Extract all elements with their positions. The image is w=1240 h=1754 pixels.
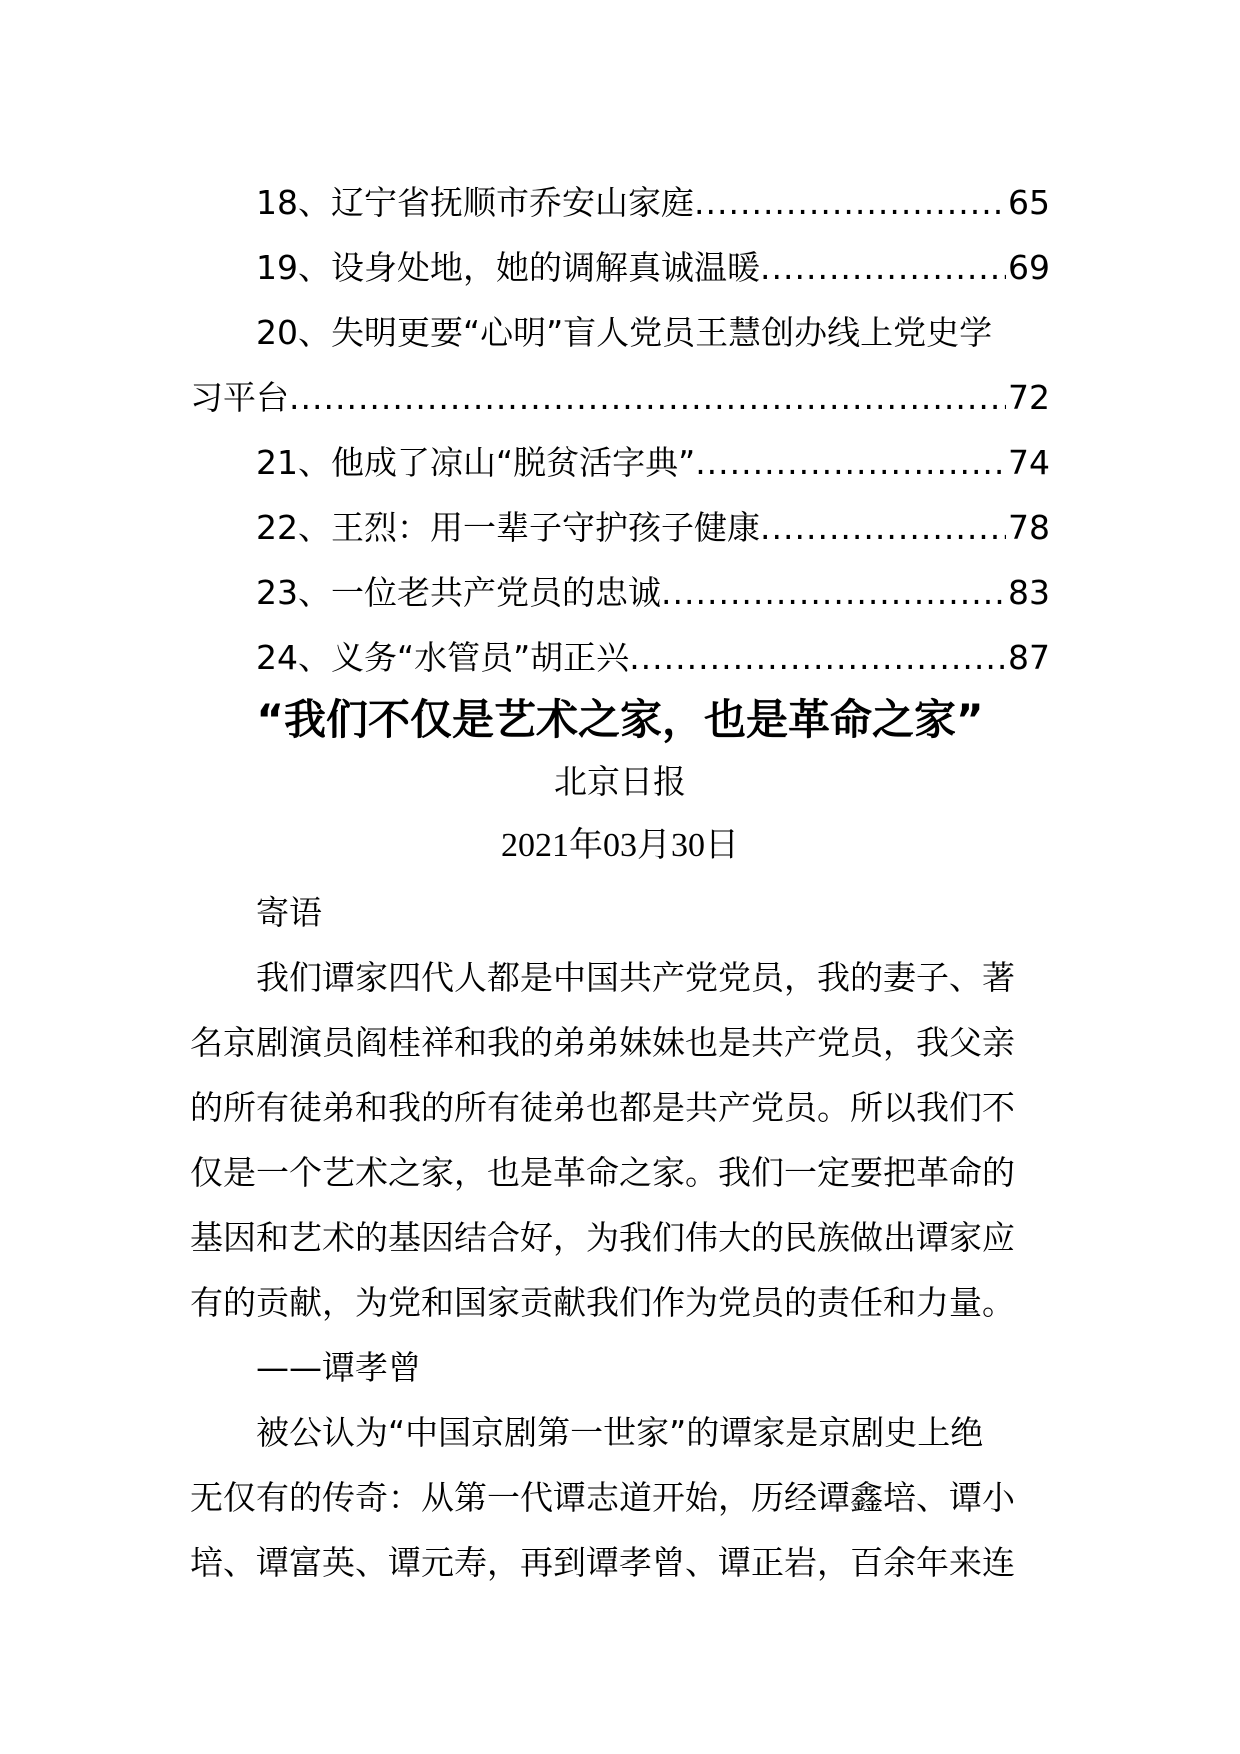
toc-entry-wrapped-line[interactable]	[190, 300, 1050, 365]
table-of-contents	[190, 170, 1050, 690]
body-line: 有的贡献，为党和国家贡献我们作为党员的责任和力量。	[190, 1283, 1015, 1322]
article-date: 2021年03月30日	[501, 827, 739, 864]
toc-leader-dots	[695, 430, 1006, 495]
toc-entry-title: 习平台	[190, 378, 289, 417]
article-title: “我们不仅是艺术之家，也是革命之家”	[256, 695, 984, 744]
toc-entry-page: 83	[1008, 573, 1050, 612]
toc-leader-dots	[661, 560, 1006, 625]
article-source: 北京日报	[554, 762, 686, 801]
toc-entry[interactable]	[190, 430, 1050, 495]
toc-entry[interactable]	[190, 365, 1050, 430]
toc-leader-dots	[629, 625, 1006, 690]
body-line: 仅是一个艺术之家，也是革命之家。我们一定要把革命的	[190, 1153, 1015, 1192]
body-line: 无仅有的传奇：从第一代谭志道开始，历经谭鑫培、谭小	[190, 1478, 1015, 1517]
toc-entry[interactable]	[190, 560, 1050, 625]
body-line: 的所有徒弟和我的所有徒弟也都是共产党员。所以我们不	[190, 1088, 1015, 1127]
body-line: 培、谭富英、谭元寿，再到谭孝曾、谭正岩，百余年来连	[190, 1543, 1015, 1582]
toc-entry-page: 74	[1008, 443, 1050, 482]
toc-entry[interactable]	[190, 625, 1050, 690]
toc-entry-title: 23、一位老共产党员的忠诚	[256, 573, 661, 612]
toc-entry-title: 20、失明更要“心明”盲人党员王慧创办线上党史学	[256, 313, 993, 352]
body-line: 名京剧演员阎桂祥和我的弟弟妹妹也是共产党员，我父亲	[190, 1023, 1015, 1062]
toc-entry-title: 21、他成了凉山“脱贫活字典”	[256, 443, 696, 482]
body-line: 被公认为“中国京剧第一世家”的谭家是京剧史上绝	[256, 1413, 984, 1452]
toc-leader-dots	[760, 235, 1006, 300]
toc-entry-page: 78	[1008, 508, 1050, 547]
body-line: 基因和艺术的基因结合好，为我们伟大的民族做出谭家应	[190, 1218, 1015, 1257]
toc-entry[interactable]	[190, 170, 1050, 235]
toc-entry-title: 24、义务“水管员”胡正兴	[256, 638, 630, 677]
toc-entry-page: 87	[1008, 638, 1050, 677]
toc-entry[interactable]	[190, 495, 1050, 560]
toc-entry-page: 72	[1008, 378, 1050, 417]
toc-entry-title: 19、设身处地，她的调解真诚温暖	[256, 248, 760, 287]
toc-entry-title: 18、辽宁省抚顺市乔安山家庭	[256, 183, 694, 222]
toc-entry[interactable]	[190, 235, 1050, 300]
article-body	[190, 880, 1052, 1595]
attribution: ——谭孝曾	[256, 1348, 421, 1387]
toc-leader-dots	[289, 365, 1006, 430]
toc-leader-dots	[694, 170, 1006, 235]
toc-entry-page: 65	[1008, 183, 1050, 222]
toc-entry-page: 69	[1008, 248, 1050, 287]
toc-entry-title: 22、王烈：用一辈子守护孩子健康	[256, 508, 760, 547]
section-label: 寄语	[256, 893, 322, 932]
toc-leader-dots	[760, 495, 1006, 560]
body-line: 我们谭家四代人都是中国共产党党员，我的妻子、著	[256, 958, 1015, 997]
